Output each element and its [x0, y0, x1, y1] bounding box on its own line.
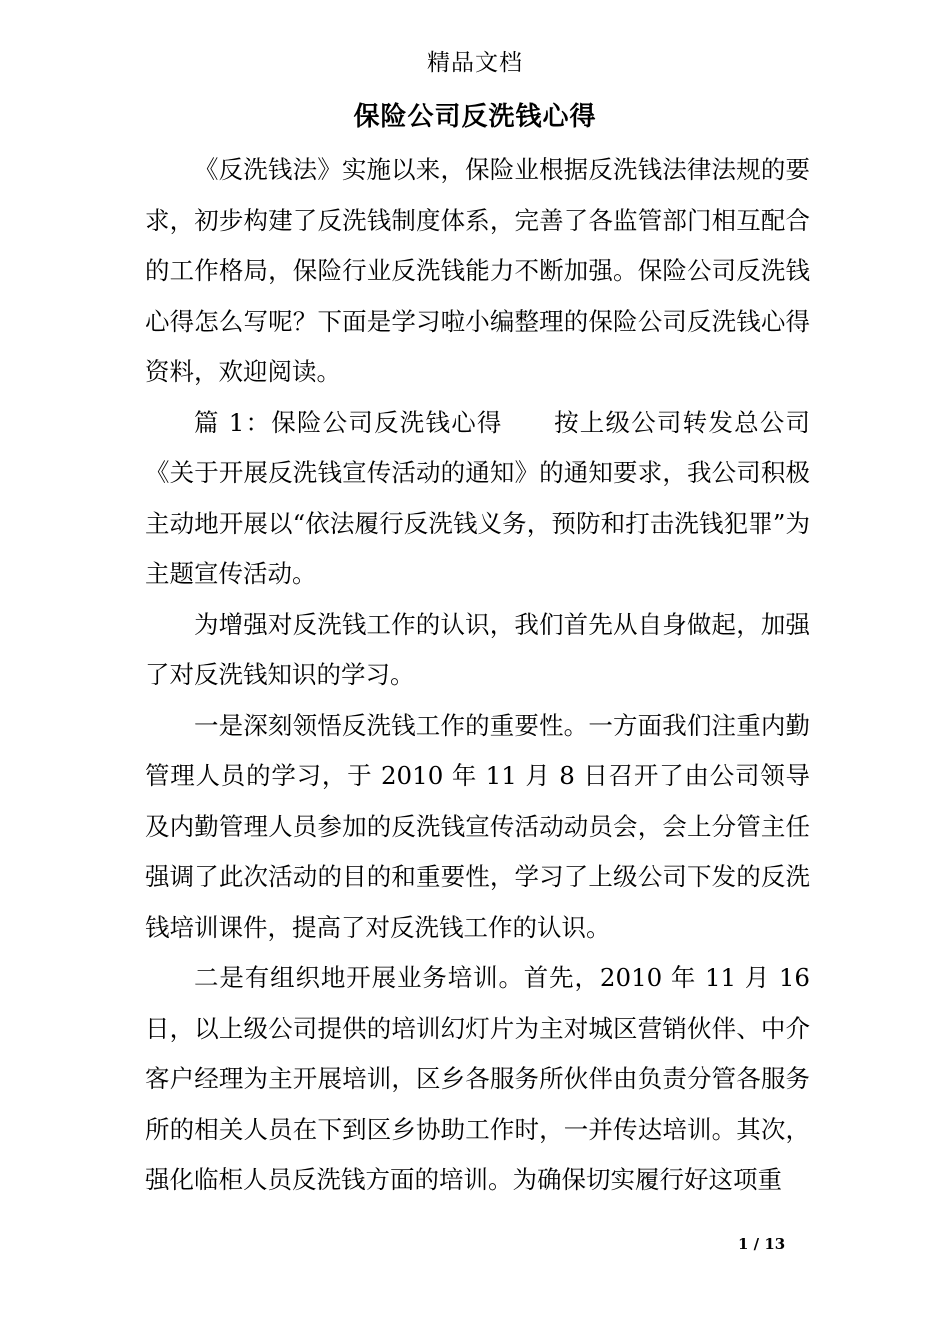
paragraph-point-2: 二是有组织地开展业务培训。首先，2010 年 11 月 16 日，以上级公司提供的培训幻灯片为主对城区营销伙伴、中介客户经理为主开展培训，区乡各服务所伙伴由负责分管各服务所的相关人员在下到区乡协助工作时，一并传达培训。其次，强化临柜人员反洗钱方面的培训。为确保切实履行好这项重	[145, 963, 810, 1194]
document-title: 保险公司反洗钱心得	[353, 102, 597, 132]
paragraph-intro: 《反洗钱法》实施以来，保险业根据反洗钱法律法规的要求，初步构建了反洗钱制度体系，完善了各监管部门相互配合的工作格局，保险行业反洗钱能力不断加强。保险公司反洗钱心得怎么写呢？下面是学习啦小编整理的保险公司反洗钱心得资料，欢迎阅读。	[145, 155, 810, 386]
page-header: 精品文档	[427, 50, 523, 76]
page-number: 1 / 13	[738, 1235, 786, 1253]
paragraph-study: 为增强对反洗钱工作的认识，我们首先从自身做起，加强了对反洗钱知识的学习。	[145, 609, 810, 689]
paragraph-point-1: 一是深刻领悟反洗钱工作的重要性。一方面我们注重内勤管理人员的学习，于 2010 年 11 月 8 日召开了由公司领导及内勤管理人员参加的反洗钱宣传活动动员会，会上分管主任强调了此次活动的目的和重要性，学习了上级公司下发的反洗钱培训课件，提高了对反洗钱工作的认识。	[145, 710, 810, 942]
paragraph-article-1: 篇 1：保险公司反洗钱心得 按上级公司转发总公司《关于开展反洗钱宣传活动的通知》的通知要求，我公司积极主动地开展以“依法履行反洗钱义务，预防和打击洗钱犯罪”为主题宣传活动。	[145, 407, 810, 588]
document-body	[145, 145, 810, 1206]
